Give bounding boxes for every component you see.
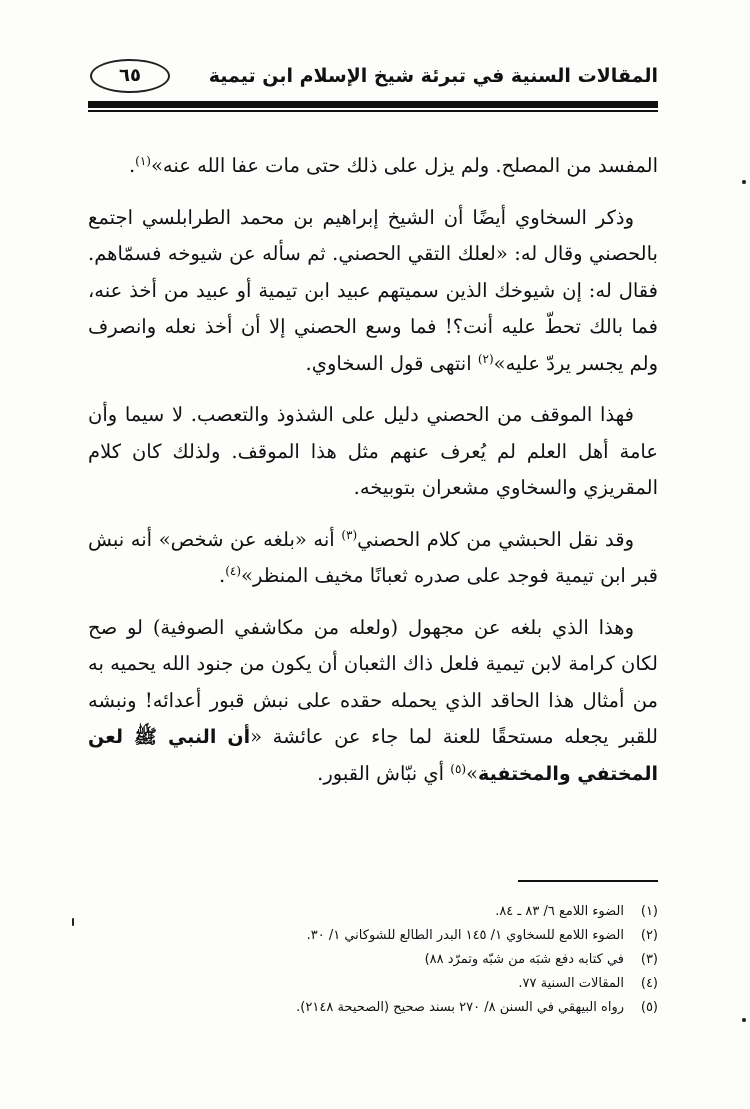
footnotes (88, 900, 658, 1020)
body-text (88, 148, 658, 807)
scan-speck (742, 180, 746, 184)
footnote-item (88, 900, 658, 924)
footnote-text: المقالات السنية ٧٧. (518, 976, 624, 991)
text: انتهى قول السخاوي. (305, 351, 478, 375)
footnote-number: (١) (640, 904, 658, 919)
hadith-quote: أن النبي ﷺ لعن المختفي والمختفية (88, 726, 658, 785)
footnote-item (88, 972, 658, 996)
footnote-number: (٤) (640, 976, 658, 991)
text: أي نبّاش القبور. (317, 761, 451, 785)
footnote-number: (٣) (640, 952, 658, 967)
text: فهذا الموقف من الحصني دليل على الشذوذ والتعصب. لا سيما وأن عامة أهل العلم لم يُعرف عنهم مثل هذا الموقف. ولذلك كان كلام المقريزي والسخاوي مشعران بتوبيخه. (88, 403, 658, 499)
text: . (128, 154, 136, 177)
footnote-number: (٢) (640, 928, 658, 943)
footnote-item (88, 996, 658, 1020)
paragraph-2 (88, 200, 658, 383)
paragraph-3 (88, 397, 658, 507)
text: . (219, 564, 226, 587)
header-rule-thin (88, 110, 658, 112)
footnote-text: رواه البيهقي في السنن ٨/ ٢٧٠ بسند صحيح (الصحيحة ٢١٤٨). (296, 1000, 624, 1015)
footnote-ref: (٥) (450, 761, 467, 776)
scan-speck (742, 1018, 746, 1022)
footnote-ref: (١) (135, 154, 151, 168)
footnote-separator (518, 880, 658, 882)
footnote-ref: (٣) (341, 527, 358, 542)
footnote-ref: (٢) (477, 351, 494, 366)
page-header (88, 55, 658, 101)
text: وذكر السخاوي أيضًا أن الشيخ إبراهيم بن محمد الطرابلسي اجتمع بالحصني وقال له: «لعلك التقي الحصني. ثم سأله عن شيوخه فسمّاهم. فقال له: إن شيوخك الذين سميتهم عبيد ابن تيمية أو عبيد من أخذ عنه، فما بالك تحطّ عليه أنت؟! فما وسع الحصني إلا أن أخذ نعله وانصرف ولم يجسر يردّ عليه» (88, 205, 658, 375)
text: وقد نقل الحبشي من كلام الحصني (357, 527, 634, 551)
footnote-number: (٥) (640, 1000, 658, 1015)
paragraph-4 (88, 522, 658, 595)
footnote-item (88, 948, 658, 972)
text: أنه «بلغه عن شخص» أنه نبش قبر ابن تيمية فوجد على صدره ثعبانًا مخيف المنظر» (88, 527, 658, 587)
paragraph-5 (88, 610, 658, 793)
running-title: المقالات السنية في تبرئة شيخ الإسلام ابن تيمية (208, 65, 658, 87)
footnote-text: في كتابه دفع شبَه من شبّه وتمرّد ٨٨) (424, 952, 624, 967)
text: » (466, 761, 479, 785)
text: وهذا الذي بلغه عن مجهول (ولعله من مكاشفي الصوفية) لو صح لكان كرامة لابن تيمية فلعل ذاك الثعبان أن يكون من جنود الله يحميه به من أمثال هذا الحاقد الذي يحمله حقده على نبش قبور أعدائه! ونبشه للقبر يجعله مستحقًا للعنة لما جاء عن عائشة « (88, 615, 659, 748)
text: المفسد من المصلح. ولم يزل على ذلك حتى مات عفا الله عنه» (150, 154, 658, 177)
paragraph-1 (88, 148, 658, 185)
header-rule-thick (88, 101, 658, 108)
footnote-text: الضوء اللامع للسخاوي ١/ ١٤٥ البدر الطالع للشوكاني ١/ ٣٠. (306, 928, 624, 943)
footnote-text: الضوء اللامع ٦/ ٨٣ ـ ٨٤. (495, 904, 624, 919)
footnote-item (88, 924, 658, 948)
scan-speck (72, 918, 74, 926)
page-number: ٦٥ (90, 59, 170, 93)
footnote-ref: (٤) (225, 564, 242, 578)
